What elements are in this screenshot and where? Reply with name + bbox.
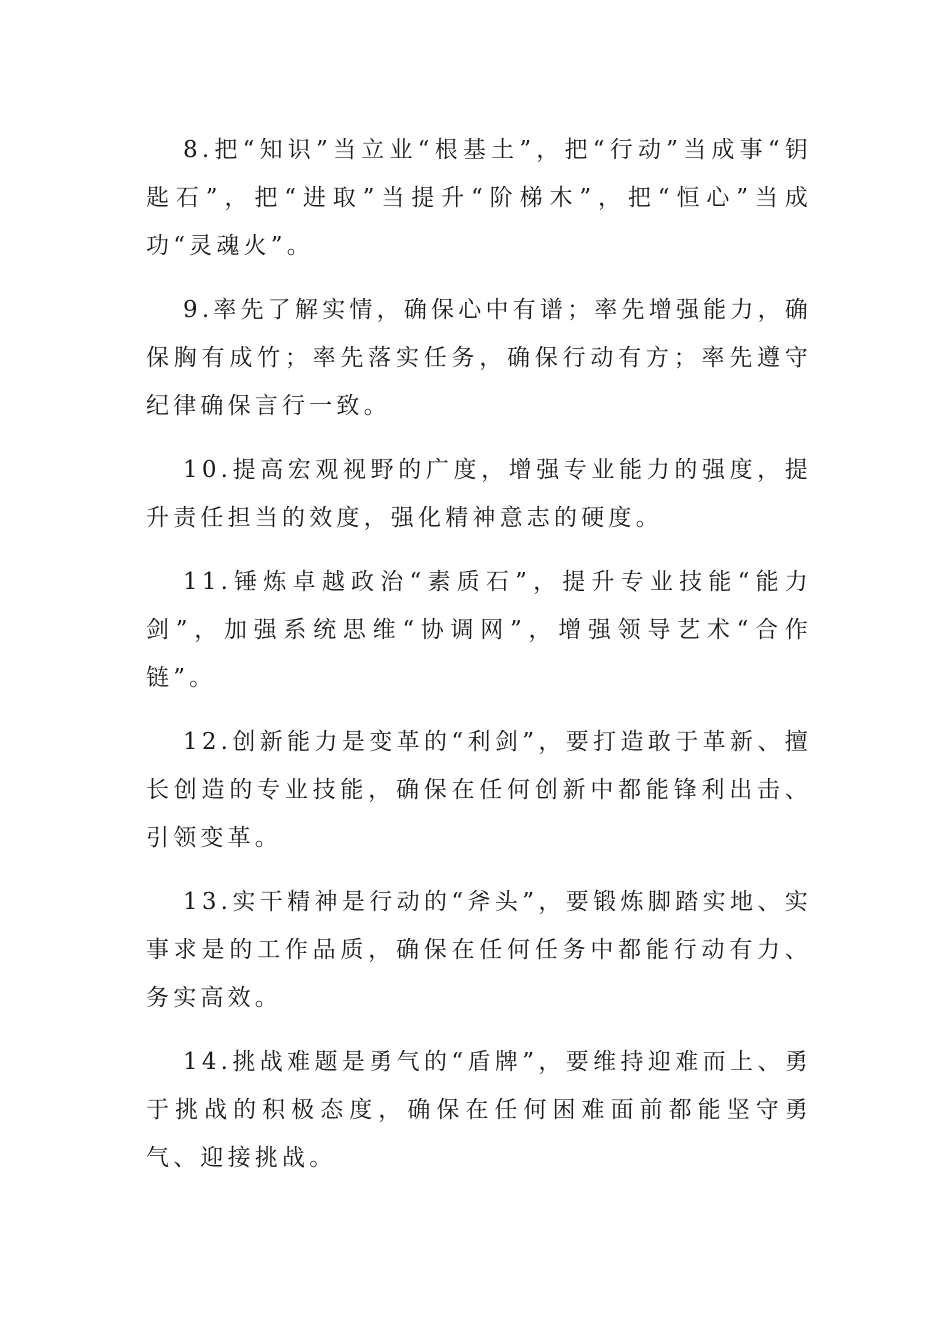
paragraph-9: 9.率先了解实情，确保心中有谱；率先增强能力，确保胸有成竹；率先落实任务，确保行动有方；率先遵守纪律确保言行一致。 <box>146 297 812 419</box>
paragraph-12: 12.创新能力是变革的“利剑”，要打造敢于革新、擅长创造的专业技能，确保在任何创新中都能锋利出击、引领变革。 <box>146 729 812 851</box>
paragraph-14: 14.挑战难题是勇气的“盾牌”，要维持迎难而上、勇于挑战的积极态度，确保在任何困难面前都能坚守勇气、迎接挑战。 <box>146 1049 812 1171</box>
paragraph-8: 8.把“知识”当立业“根基土”，把“行动”当成事“钥匙石”，把“进取”当提升“阶梯木”，把“恒心”当成功“灵魂火”。 <box>146 137 812 259</box>
paragraph-13: 13.实干精神是行动的“斧头”，要锻炼脚踏实地、实事求是的工作品质，确保在任何任务中都能行动有力、务实高效。 <box>146 889 812 1011</box>
paragraph-11: 11.锤炼卓越政治“素质石”，提升专业技能“能力剑”，加强系统思维“协调网”，增强领导艺术“合作链”。 <box>146 569 812 691</box>
paragraph-10: 10.提高宏观视野的广度，增强专业能力的强度，提升责任担当的效度，强化精神意志的硬度。 <box>146 457 812 531</box>
document-body <box>146 126 812 1198</box>
